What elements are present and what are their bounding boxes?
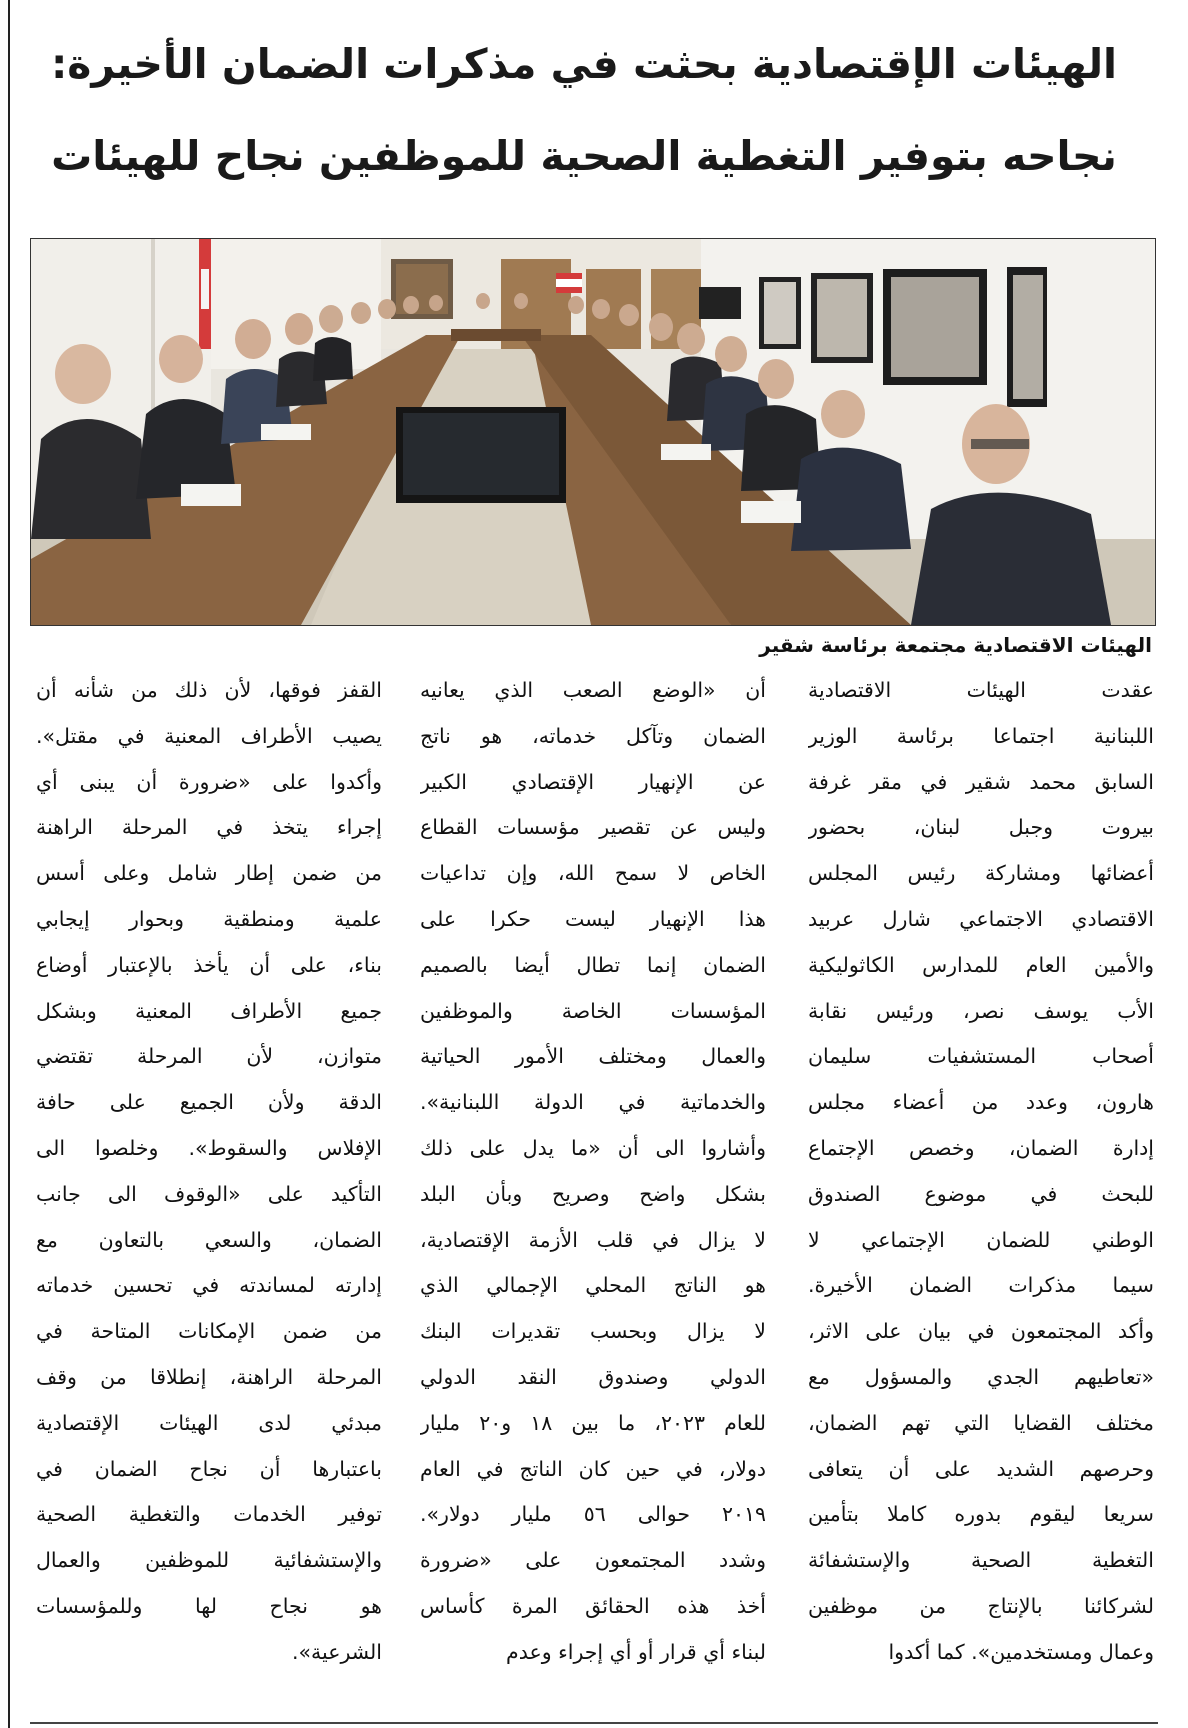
- article-line: الأب يوسف نصر، ورئيس نقابة: [808, 998, 1154, 1023]
- headline-line-1: الهيئات الإقتصادية بحثت في مذكرات الضمان الأخيرة:: [50, 40, 1118, 88]
- article-line: جميع الأطراف المعنية وبشكل: [36, 998, 382, 1023]
- article-line: وحرصهم الشديد على أن يتعافى: [808, 1456, 1154, 1481]
- article-line: يصيب الأطراف المعنية في مقتل».: [36, 723, 382, 748]
- article-line: والخدماتية في الدولة اللبنانية».: [420, 1090, 766, 1115]
- article-line: توفير الخدمات والتغطية الصحية: [36, 1502, 382, 1527]
- article-line: أصحاب المستشفيات سليمان: [808, 1044, 1154, 1069]
- page-bottom-rule: [30, 1722, 1158, 1724]
- article-line: الشرعية».: [291, 1639, 382, 1664]
- article-line: من ضمن إطار شامل وعلى أسس: [36, 861, 382, 886]
- article-line: إدارته لمساندته في تحسين خدماته: [36, 1273, 382, 1298]
- headline-line-2: نجاحه بتوفير التغطية الصحية للموظفين نجاح للهيئات: [51, 132, 1117, 180]
- article-line: الضمان، والسعي بالتعاون مع: [36, 1227, 382, 1252]
- article-line: بيروت وجبل لبنان، بحضور: [808, 815, 1154, 840]
- article-line: أن «الوضع الصعب الذي يعانيه: [420, 678, 766, 702]
- article-line: والأمين العام للمدارس الكاثوليكية: [808, 952, 1154, 977]
- article-line: هو الناتج المحلي الإجمالي الذي: [420, 1273, 766, 1298]
- article-column-1: [808, 668, 1154, 1676]
- article-line: التأكيد على «الوقوف الى جانب: [36, 1181, 382, 1206]
- page-left-rule: [8, 0, 10, 1728]
- article-line: والعمال ومختلف الأمور الحياتية: [420, 1044, 766, 1069]
- article-line: الدقة ولأن الجميع على حافة: [36, 1090, 382, 1115]
- article-line: إدارة الضمان، وخصص الإجتماع: [808, 1135, 1154, 1160]
- article-line: المؤسسات الخاصة والموظفين: [420, 998, 766, 1023]
- article-line: عقدت الهيئات الاقتصادية: [808, 678, 1154, 702]
- headline: [40, 18, 1128, 202]
- article-line: الدولي وصندوق النقد الدولي: [420, 1364, 766, 1389]
- meeting-photo: [30, 238, 1156, 626]
- article-line: وعمال ومستخدمين». كما أكدوا: [888, 1639, 1154, 1664]
- article-line: مختلف القضايا التي تهم الضمان،: [808, 1410, 1154, 1435]
- article-line: لشركائنا بالإنتاج من موظفين: [808, 1593, 1154, 1618]
- article-line: القفز فوقها، لأن ذلك من شأنه أن: [36, 678, 382, 702]
- article-line: السابق محمد شقير في مقر غرفة: [808, 769, 1154, 794]
- article-line: للبحث في موضوع الصندوق: [808, 1181, 1154, 1206]
- article-line: بشكل واضح وصريح وبأن البلد: [420, 1181, 766, 1206]
- article-line: هذا الإنهيار ليست حكرا على: [420, 906, 766, 931]
- article-line: عن الإنهيار الإقتصادي الكبير: [420, 769, 766, 794]
- article-line: باعتبارها أن نجاح الضمان في: [36, 1456, 382, 1481]
- article-column-2: [420, 668, 766, 1676]
- article-line: مبدئي لدى الهيئات الإقتصادية: [36, 1410, 382, 1435]
- article-line: سريعا ليقوم بدوره كاملا بتأمين: [808, 1502, 1154, 1527]
- article-line: وليس عن تقصير مؤسسات القطاع: [420, 815, 766, 840]
- meeting-photo-icon: [31, 239, 1155, 625]
- article-line: أعضائها ومشاركة رئيس المجلس: [808, 861, 1154, 886]
- article-line: من ضمن الإمكانات المتاحة في: [36, 1319, 382, 1344]
- article-line: أخذ هذه الحقائق المرة كأساس: [420, 1593, 766, 1618]
- article-line: لا يزال في قلب الأزمة الإقتصادية،: [420, 1227, 766, 1252]
- article-line: هارون، وعدد من أعضاء مجلس: [808, 1090, 1154, 1115]
- article-line: الضمان إنما تطال أيضا بالصميم: [420, 952, 766, 977]
- photo-caption: الهيئات الاقتصادية مجتمعة برئاسة شقير: [759, 633, 1152, 657]
- article-line: إجراء يتخذ في المرحلة الراهنة: [36, 815, 382, 840]
- article-line: لا يزال وبحسب تقديرات البنك: [420, 1319, 766, 1344]
- article-line: هو نجاح لها وللمؤسسات: [36, 1593, 382, 1618]
- article-line: متوازن، لأن المرحلة تقتضي: [36, 1044, 382, 1069]
- article-line: وشدد المجتمعون على «ضرورة: [420, 1548, 766, 1573]
- article-line: اللبنانية اجتماعا برئاسة الوزير: [808, 723, 1154, 748]
- article-line: الوطني للضمان الإجتماعي لا: [808, 1227, 1154, 1252]
- article-line: والإستشفائية للموظفين والعمال: [36, 1548, 382, 1573]
- article-line: الإفلاس والسقوط». وخلصوا الى: [36, 1135, 382, 1160]
- article-line: المرحلة الراهنة، إنطلاقا من وقف: [36, 1364, 382, 1389]
- article-line: الضمان وتآكل خدماته، هو ناتج: [420, 723, 766, 748]
- article-line: وأشاروا الى أن «ما يدل على ذلك: [420, 1135, 766, 1160]
- article-line: وأكد المجتمعون في بيان على الاثر،: [808, 1319, 1154, 1344]
- article-line: للعام ٢٠٢٣، ما بين ١٨ و٢٠ مليار: [420, 1410, 766, 1435]
- article-line: لبناء أي قرار أو أي إجراء وعدم: [506, 1639, 766, 1664]
- article-line: التغطية الصحية والإستشفائة: [808, 1548, 1154, 1573]
- article-column-3: [36, 668, 382, 1676]
- article-line: الخاص لا سمح الله، وإن تداعيات: [420, 861, 766, 886]
- article-line: وأكدوا على «ضرورة أن يبنى أي: [36, 769, 382, 794]
- article-line: ٢٠١٩ حوالى ٥٦ مليار دولار».: [420, 1502, 766, 1527]
- article-line: علمية ومنطقية وبحوار إيجابي: [36, 906, 382, 931]
- article-line: دولار، في حين كان الناتج في العام: [420, 1456, 766, 1481]
- article-line: «تعاطيهم الجدي والمسؤول مع: [808, 1364, 1154, 1389]
- article-line: سيما مذكرات الضمان الأخيرة.: [808, 1273, 1154, 1298]
- article-line: بناء، على أن يأخذ بالإعتبار أوضاع: [36, 952, 382, 977]
- article-line: الاقتصادي الاجتماعي شارل عربيد: [808, 906, 1154, 931]
